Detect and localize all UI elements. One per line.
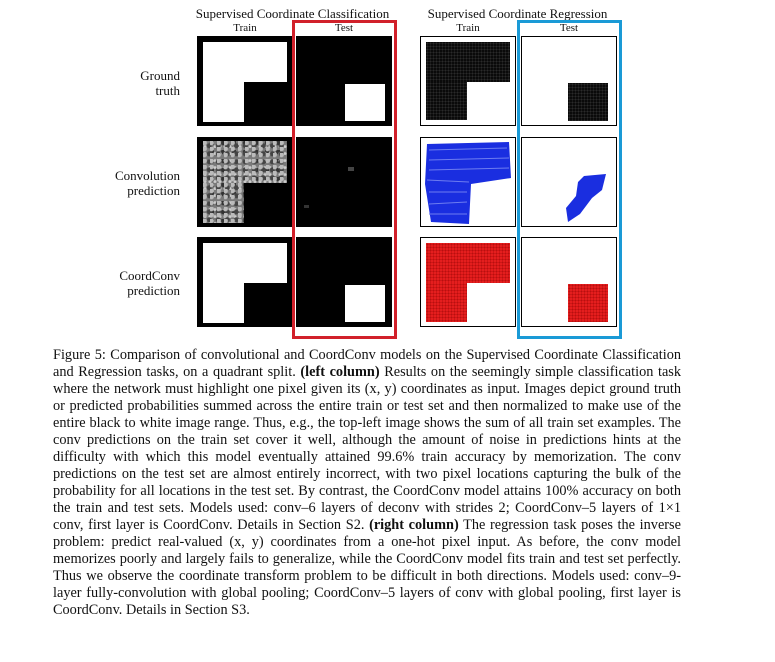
caption-bold-left-column: (left column): [300, 364, 380, 380]
l-region-white: [203, 42, 287, 82]
row-label-ground-truth: [30, 68, 180, 98]
l-region-dots: [426, 82, 467, 120]
col-label-right-train: Train: [456, 22, 480, 34]
blue-scatter-blob: [425, 142, 511, 224]
l-region-dots: [426, 42, 510, 82]
regression-test-highlight: [517, 20, 622, 339]
row-label-convolution-line1: Convolution: [114, 168, 180, 183]
row-label-convolution: [30, 168, 180, 198]
row-label-ground-truth-line2: truth: [155, 83, 180, 98]
row-label-coordconv: [30, 268, 180, 298]
caption-text-1: Figure 5: Comparison of convolutional and CoordConv models on the Supervised Coordinate Classification and Regression tasks, on a quadrant split.: [53, 347, 681, 380]
caption-text-2: Results on the seemingly simple classification task where the network must highlight one pixel given its (x, y) coordinates as input. Images depict ground truth or predicted probabilities summed across the entire train or test set and then normalized to make use of the entire black to white image range. Thus, e.g., the top-left image shows the sum of all train set examples. The conv predictions on the train set cover it well, although the amount of noise in predictions hints at the difficulty with which this model eventually attained 99.6% train accuracy by memorization. The conv predictions on the test set are almost entirely incorrect, with two pixel locations capturing the bulk of the probability for all locations in the test set. By contrast, the CoordConv model attains 100% accuracy on both the train and test sets. Models used: conv–6 layers of deconv with strides 2; CoordConv–5 layers of 1×1 conv, first layer is CoordConv. Details in Section S2.: [53, 364, 682, 533]
classification-title: Supervised Coordinate Classification: [195, 6, 390, 21]
l-region-white: [203, 243, 287, 283]
row-label-coordconv-line2: prediction: [127, 283, 180, 298]
figure-caption: [53, 347, 681, 619]
l-region-white: [203, 283, 244, 323]
caption-bold-right-column: (right column): [369, 517, 459, 533]
cls-train-coordconv-prediction: [197, 237, 293, 327]
col-label-right-test: Test: [559, 22, 579, 34]
l-region-red: [426, 243, 510, 283]
row-label-coordconv-line1: CoordConv: [119, 268, 180, 283]
noisy-l-region: [203, 141, 287, 183]
noisy-l-region: [203, 183, 244, 223]
reg-train-conv-prediction: [420, 137, 516, 227]
reg-train-coordconv-prediction: [420, 237, 516, 327]
col-label-left-test: Test: [334, 22, 354, 34]
conv-train-scatter: [421, 138, 516, 227]
caption-text-3: The regression task poses the inverse problem: predict real-valued (x, y) coordinates from a one-hot pixel input. As before, the conv model memorizes poorly and largely fails to generalize, while the CoordConv model fits train and test set perfectly. Thus we observe the coordinate transform problem to be difficult in both directions. Models used: conv–9-layer fully-convolution with global pooling; CoordConv–5 layers of conv with global pooling, first layer is CoordConv. Details in Section S3.: [53, 517, 681, 618]
reg-train-ground-truth: [420, 36, 516, 126]
cls-train-ground-truth: [197, 36, 293, 126]
row-label-convolution-line2: prediction: [127, 183, 180, 198]
regression-title: Supervised Coordinate Regression: [427, 6, 608, 21]
l-region-white: [203, 82, 244, 122]
col-label-left-train: Train: [233, 22, 257, 34]
cls-train-conv-prediction: [197, 137, 293, 227]
classification-test-highlight: [292, 20, 397, 339]
l-region-red: [426, 283, 467, 322]
row-label-ground-truth-line1: Ground: [140, 68, 180, 83]
